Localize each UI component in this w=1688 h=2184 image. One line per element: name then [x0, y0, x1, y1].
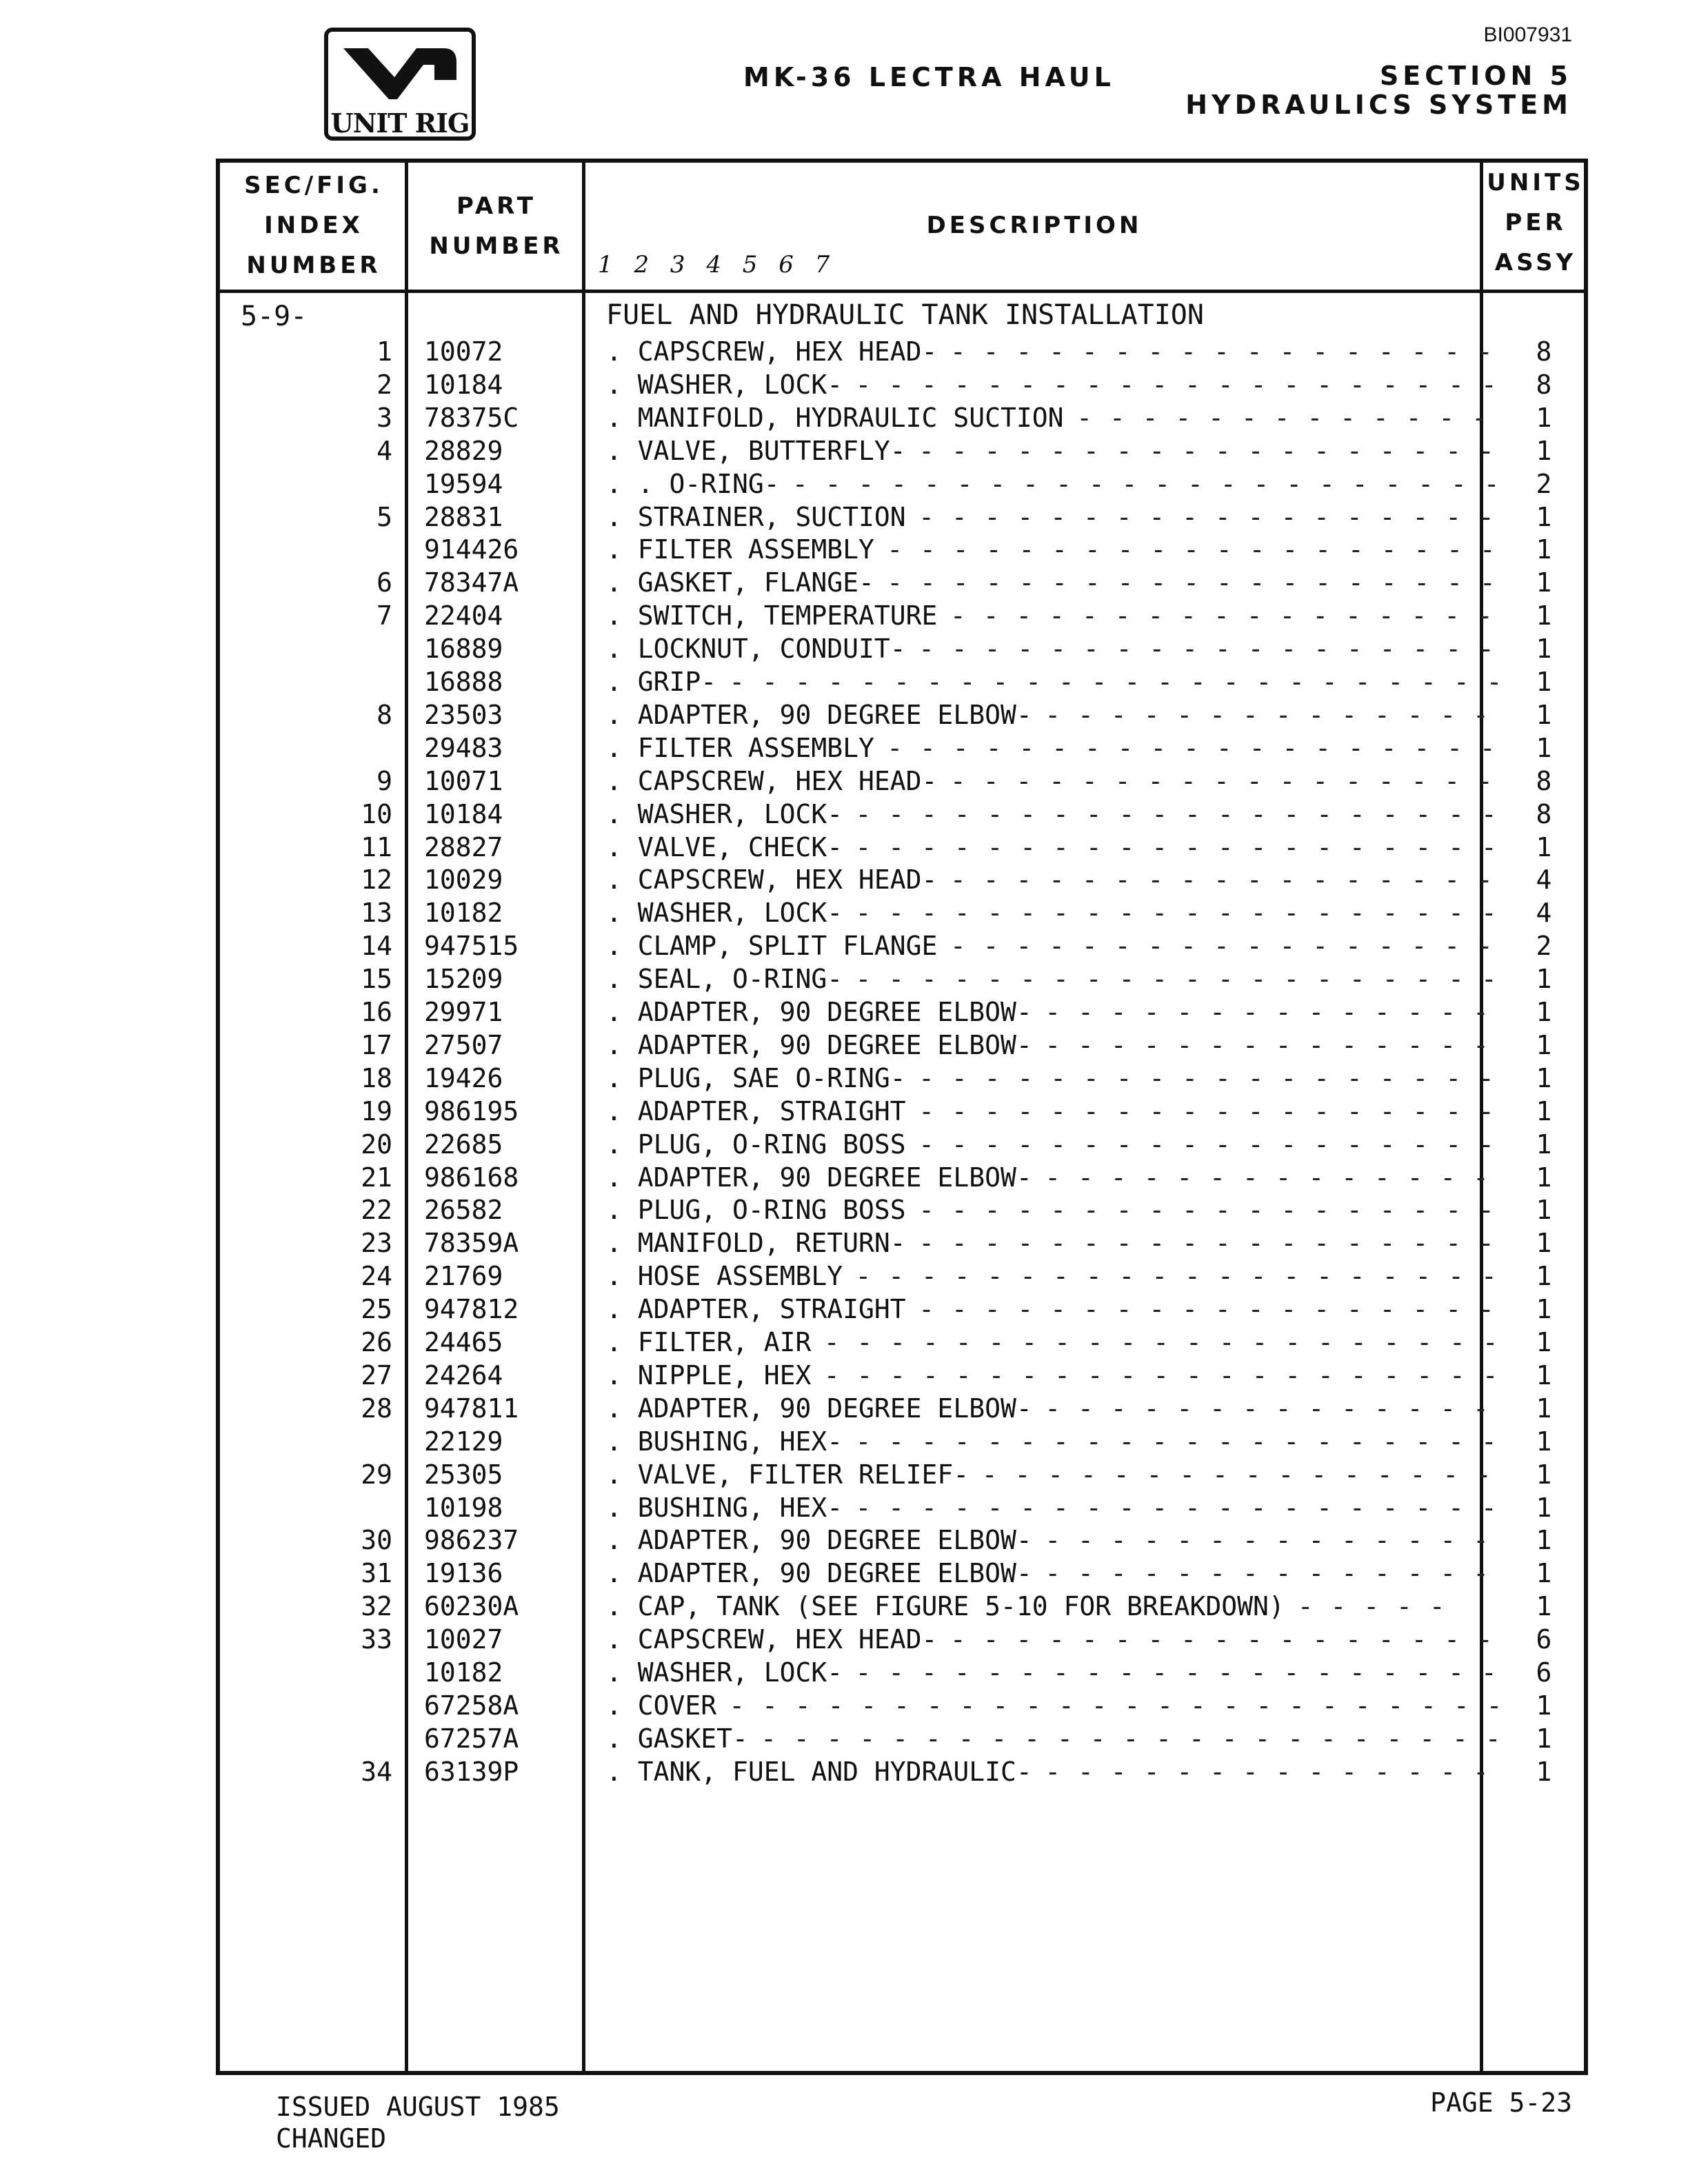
- part-description: . SEAL, O-RING-: [606, 964, 843, 995]
- index-number: 4: [376, 435, 392, 466]
- part-number: 78359A: [424, 1228, 519, 1259]
- part-description: . . O-RING-: [606, 468, 780, 499]
- units-per-assy: 1: [1536, 1492, 1552, 1523]
- table-row: [220, 665, 1585, 698]
- parts-table: [216, 159, 1588, 2075]
- table-row: [220, 1293, 1585, 1326]
- part-description: . CAPSCREW, HEX HEAD-: [606, 865, 938, 896]
- header-part-number: [408, 186, 585, 266]
- leader-dashes: - - - - - - - - - - - - - - - - - -: [918, 1228, 1511, 1259]
- leader-dashes: - - - - - - - - - - - - - - - - - -: [918, 1062, 1511, 1093]
- table-row: [220, 1326, 1585, 1359]
- part-number: 24264: [424, 1359, 503, 1391]
- table-row: [220, 467, 1585, 501]
- part-description: . GASKET, FLANGE-: [606, 567, 874, 598]
- leader-dashes: - - - - - - - - - - - - -: [1076, 402, 1489, 433]
- leader-dashes: - - - - -: [1297, 1591, 1463, 1622]
- units-per-assy: 1: [1536, 1459, 1552, 1490]
- units-per-assy: 1: [1536, 1062, 1552, 1093]
- units-per-assy: 1: [1536, 1294, 1552, 1325]
- part-description: . ADAPTER, 90 DEGREE ELBOW-: [606, 699, 1032, 730]
- part-number: 986237: [424, 1525, 519, 1556]
- units-per-assy: 4: [1536, 865, 1552, 896]
- table-row: [220, 401, 1585, 434]
- logo-mark-icon: [341, 41, 459, 103]
- header-units-per-assy: [1483, 163, 1588, 283]
- part-description: . ADAPTER, 90 DEGREE ELBOW-: [606, 1525, 1032, 1556]
- units-per-assy: 1: [1536, 1393, 1552, 1424]
- leader-dashes: - - - - - - - - - - - - - - - - - - - - - - - -: [729, 667, 1520, 697]
- leader-dashes: - - - - - - - - - - - - - - - - - - - - - - -: [761, 1723, 1518, 1754]
- part-description: . WASHER, LOCK-: [606, 369, 843, 400]
- part-description: . ADAPTER, 90 DEGREE ELBOW-: [606, 997, 1032, 1027]
- index-number: 2: [376, 369, 392, 400]
- table-row: [220, 1128, 1585, 1161]
- leader-dashes: - - - - - - - - - - - - - -: [1045, 1525, 1490, 1556]
- leader-dashes: - - - - - - - - - - - - - - - - - - -: [887, 732, 1513, 763]
- part-description: . VALVE, FILTER RELIEF-: [606, 1459, 969, 1490]
- leader-dashes: - - - - - - - - - - - - - - - - -: [950, 336, 1494, 367]
- table-row: [220, 1193, 1585, 1226]
- index-number: 34: [361, 1756, 392, 1787]
- page-number: PAGE 5-23: [1430, 2087, 1572, 2118]
- part-description: . PLUG, O-RING BOSS: [606, 1195, 906, 1226]
- leader-dashes: - - - - - - - - - - - - - - - - -: [950, 865, 1494, 896]
- leader-dashes: - - - - - - - - - - - - - -: [1045, 1029, 1490, 1060]
- part-description: . CAPSCREW, HEX HEAD-: [606, 336, 938, 367]
- part-description: . MANIFOLD, RETURN-: [606, 1228, 906, 1259]
- header-index-line: NUMBER: [246, 252, 381, 279]
- part-number: 947811: [424, 1393, 519, 1424]
- header-index-line: INDEX: [264, 212, 363, 239]
- part-description: . ADAPTER, STRAIGHT: [606, 1095, 906, 1126]
- leader-dashes: - - - - - - - - - - - - - - - - - - - -: [855, 1492, 1514, 1523]
- table-row: [220, 1425, 1585, 1458]
- part-description: . SWITCH, TEMPERATURE: [606, 600, 938, 631]
- table-row: [220, 1722, 1585, 1755]
- part-number: 10182: [424, 898, 503, 929]
- units-per-assy: 1: [1536, 997, 1552, 1027]
- units-per-assy: 1: [1536, 1525, 1552, 1556]
- part-number: 22129: [424, 1426, 503, 1457]
- index-number: 12: [361, 865, 392, 896]
- part-description: . ADAPTER, 90 DEGREE ELBOW-: [606, 1029, 1032, 1060]
- table-row: [220, 1656, 1585, 1689]
- part-number: 67258A: [424, 1690, 519, 1721]
- units-per-assy: 1: [1536, 1195, 1552, 1226]
- index-number: 1: [376, 336, 392, 367]
- index-number: 31: [361, 1558, 392, 1589]
- part-number: 63139P: [424, 1756, 519, 1787]
- table-row: [220, 1260, 1585, 1293]
- leader-dashes: - - - - - - - - - - - - - - - - - - - - - - - -: [729, 1690, 1520, 1721]
- part-description: . WASHER, LOCK-: [606, 798, 843, 829]
- leader-dashes: - - - - - - - - - - - - - -: [1045, 1558, 1490, 1589]
- table-row: [220, 566, 1585, 599]
- part-description: . VALVE, BUTTERFLY-: [606, 435, 906, 466]
- table-row: [220, 1557, 1585, 1590]
- index-number: 22: [361, 1195, 392, 1226]
- part-number: 29971: [424, 997, 503, 1027]
- index-number: 7: [376, 600, 392, 631]
- leader-dashes: - - - - - - - - - - - - - - - - - - - -: [855, 898, 1514, 929]
- index-number: 8: [376, 699, 392, 730]
- assembly-title: FUEL AND HYDRAULIC TANK INSTALLATION: [606, 299, 1204, 331]
- part-description: . GRIP-: [606, 667, 717, 697]
- header-index-line: SEC/FIG.: [244, 172, 383, 199]
- table-row: [220, 1161, 1585, 1194]
- part-number: 27507: [424, 1029, 503, 1060]
- units-per-assy: 2: [1536, 931, 1552, 962]
- index-number: 3: [376, 402, 392, 433]
- header-index-number: [220, 165, 408, 285]
- leader-dashes: - - - - - - - - - - - - - - - - - -: [918, 1195, 1511, 1226]
- units-per-assy: 1: [1536, 732, 1552, 763]
- unit-rig-logo: [324, 28, 476, 141]
- units-per-assy: 1: [1536, 634, 1552, 665]
- part-number: 10072: [424, 336, 503, 367]
- table-row: [220, 335, 1585, 368]
- part-number: 25305: [424, 1459, 503, 1490]
- index-number: 10: [361, 798, 392, 829]
- part-description: . BUSHING, HEX-: [606, 1492, 843, 1523]
- units-per-assy: 1: [1536, 567, 1552, 598]
- manual-title: MK-36 LECTRA HAUL: [743, 62, 1115, 92]
- index-number: 33: [361, 1624, 392, 1655]
- part-number: 67257A: [424, 1723, 519, 1754]
- units-per-assy: 1: [1536, 600, 1552, 631]
- part-number: 21769: [424, 1261, 503, 1292]
- leader-dashes: - - - - - - - - - - - - - - - - - - - -: [855, 964, 1514, 995]
- part-description: . FILTER ASSEMBLY: [606, 534, 874, 565]
- part-number: 947515: [424, 931, 519, 962]
- units-per-assy: 1: [1536, 1095, 1552, 1126]
- header-divider: [220, 290, 1584, 293]
- changed-label: CHANGED: [276, 2123, 387, 2154]
- table-row: [220, 599, 1585, 632]
- leader-dashes: - - - - - - - - - - - - - -: [1045, 1756, 1490, 1787]
- index-number: 11: [361, 831, 392, 862]
- table-row: [220, 831, 1585, 864]
- part-number: 16888: [424, 667, 503, 697]
- part-description: . WASHER, LOCK-: [606, 898, 843, 929]
- units-per-assy: 1: [1536, 1129, 1552, 1160]
- units-per-assy: 1: [1536, 501, 1552, 532]
- index-number: 6: [376, 567, 392, 598]
- units-per-assy: 1: [1536, 964, 1552, 995]
- table-row: [220, 1491, 1585, 1524]
- units-per-assy: 1: [1536, 1261, 1552, 1292]
- part-number: 10071: [424, 765, 503, 796]
- units-per-assy: 1: [1536, 1029, 1552, 1060]
- part-number: 19594: [424, 468, 503, 499]
- index-number: 17: [361, 1029, 392, 1060]
- units-per-assy: 1: [1536, 1359, 1552, 1391]
- part-description: . ADAPTER, 90 DEGREE ELBOW-: [606, 1393, 1032, 1424]
- units-per-assy: 1: [1536, 831, 1552, 862]
- table-row: [220, 533, 1585, 566]
- index-number: 19: [361, 1095, 392, 1126]
- leader-dashes: - - - - - - - - - - - - - - - - - - -: [887, 534, 1513, 565]
- part-description: . CAPSCREW, HEX HEAD-: [606, 1624, 938, 1655]
- index-number: 26: [361, 1327, 392, 1357]
- header-part-line: NUMBER: [429, 232, 564, 260]
- index-number: 32: [361, 1591, 392, 1622]
- index-number: 18: [361, 1062, 392, 1093]
- part-number: 10184: [424, 369, 503, 400]
- table-row: [220, 632, 1585, 665]
- index-number: 5: [376, 501, 392, 532]
- table-row: [220, 1689, 1585, 1722]
- part-number: 10184: [424, 798, 503, 829]
- table-row: [220, 434, 1585, 467]
- units-per-assy: 1: [1536, 435, 1552, 466]
- units-per-assy: 1: [1536, 699, 1552, 730]
- section-figure-ref: 5-9-: [241, 301, 308, 332]
- table-row: [220, 1062, 1585, 1095]
- leader-dashes: - - - - - - - - - - - - - - - - - - - - - -: [792, 468, 1517, 499]
- system-label: HYDRAULICS SYSTEM: [1185, 90, 1572, 120]
- table-row: [220, 863, 1585, 896]
- units-per-assy: 8: [1536, 798, 1552, 829]
- table-row: [220, 1458, 1585, 1491]
- table-row: [220, 1359, 1585, 1392]
- units-per-assy: 1: [1536, 402, 1552, 433]
- part-number: 986195: [424, 1095, 519, 1126]
- leader-dashes: - - - - - - - - - - - - - - - - - - - -: [855, 1657, 1514, 1688]
- leader-dashes: - - - - - - - - - - - - - - - - - -: [918, 1129, 1511, 1160]
- table-row: [220, 1755, 1585, 1788]
- part-number: 986168: [424, 1162, 519, 1193]
- leader-dashes: - - - - - - - - - - - - - - - - - - - -: [855, 831, 1514, 862]
- table-row: [220, 1029, 1585, 1062]
- units-per-assy: 1: [1536, 534, 1552, 565]
- part-description: . CLAMP, SPLIT FLANGE: [606, 931, 938, 962]
- part-number: 19426: [424, 1062, 503, 1093]
- index-number: 14: [361, 931, 392, 962]
- units-per-assy: 1: [1536, 1756, 1552, 1787]
- logo-text: UNIT RIG: [330, 108, 470, 139]
- index-number: 30: [361, 1525, 392, 1556]
- part-description: . ADAPTER, STRAIGHT: [606, 1294, 906, 1325]
- part-number: 28827: [424, 831, 503, 862]
- leader-dashes: - - - - - - - - - - - - - - - - -: [950, 765, 1494, 796]
- part-description: . NIPPLE, HEX: [606, 1359, 812, 1391]
- leader-dashes: - - - - - - - - - - - - - - - - - -: [918, 1095, 1511, 1126]
- section-label: SECTION 5: [1379, 61, 1572, 91]
- leader-dashes: - - - - - - - - - - - - - - - - - -: [918, 501, 1511, 532]
- header-units-line: UNITS: [1487, 169, 1585, 196]
- units-per-assy: 1: [1536, 1228, 1552, 1259]
- index-number: 15: [361, 964, 392, 995]
- document-id: BI007931: [1483, 23, 1572, 46]
- table-row: [220, 798, 1585, 831]
- leader-dashes: - - - - - - - - - - - - - - - -: [981, 1459, 1492, 1490]
- part-number: 78347A: [424, 567, 519, 598]
- part-number: 78375C: [424, 402, 519, 433]
- part-number: 29483: [424, 732, 503, 763]
- part-description: . MANIFOLD, HYDRAULIC SUCTION: [606, 402, 1064, 433]
- index-number: 25: [361, 1294, 392, 1325]
- units-per-assy: 1: [1536, 1690, 1552, 1721]
- part-number: 22685: [424, 1129, 503, 1160]
- units-per-assy: 8: [1536, 336, 1552, 367]
- part-number: 15209: [424, 964, 503, 995]
- part-number: 28831: [424, 501, 503, 532]
- part-description: . FILTER, AIR: [606, 1327, 812, 1357]
- table-row: [220, 929, 1585, 962]
- table-row: [220, 501, 1585, 534]
- part-description: . ADAPTER, 90 DEGREE ELBOW-: [606, 1162, 1032, 1193]
- table-row: [220, 896, 1585, 929]
- part-number: 22404: [424, 600, 503, 631]
- units-per-assy: 1: [1536, 1591, 1552, 1622]
- table-row: [220, 1392, 1585, 1425]
- table-row: [220, 765, 1585, 798]
- part-description: . TANK, FUEL AND HYDRAULIC-: [606, 1756, 1032, 1787]
- part-number: 26582: [424, 1195, 503, 1226]
- units-per-assy: 1: [1536, 1327, 1552, 1357]
- header-part-line: PART: [456, 192, 536, 220]
- units-per-assy: 2: [1536, 468, 1552, 499]
- part-number: 23503: [424, 699, 503, 730]
- leader-dashes: - - - - - - - - - - - - - - - - - - - -: [855, 798, 1514, 829]
- index-number: 9: [376, 765, 392, 796]
- leader-dashes: - - - - - - - - - - - - - - - - - -: [918, 634, 1511, 665]
- header-description: DESCRIPTION: [926, 212, 1143, 239]
- units-per-assy: 1: [1536, 1426, 1552, 1457]
- units-per-assy: 1: [1536, 1162, 1552, 1193]
- part-description: . GASKET-: [606, 1723, 748, 1754]
- leader-dashes: - - - - - - - - - - - - - - - - -: [950, 1624, 1494, 1655]
- leader-dashes: - - - - - - - - - - - - - - - - -: [950, 600, 1494, 631]
- leader-dashes: - - - - - - - - - - - - - - - - - - -: [887, 567, 1513, 598]
- part-description: . FILTER ASSEMBLY: [606, 732, 874, 763]
- index-number: 24: [361, 1261, 392, 1292]
- leader-dashes: - - - - - - - - - - - - - - - - - -: [918, 1294, 1511, 1325]
- part-number: 947812: [424, 1294, 519, 1325]
- part-number: 28829: [424, 435, 503, 466]
- part-description: . LOCKNUT, CONDUIT-: [606, 634, 906, 665]
- leader-dashes: - - - - - - - - - - - - - - - - - - - - -: [823, 1327, 1516, 1357]
- part-number: 60230A: [424, 1591, 519, 1622]
- index-number: 23: [361, 1228, 392, 1259]
- part-description: . COVER: [606, 1690, 717, 1721]
- table-row: [220, 995, 1585, 1029]
- units-per-assy: 8: [1536, 765, 1552, 796]
- part-description: . HOSE ASSEMBLY: [606, 1261, 843, 1292]
- leader-dashes: - - - - - - - - - - - - - - - - - - - -: [855, 369, 1514, 400]
- part-number: 24465: [424, 1327, 503, 1357]
- indent-level-scale: 1 2 3 4 5 6 7: [598, 251, 837, 279]
- index-number: 29: [361, 1459, 392, 1490]
- header-units-line: ASSY: [1494, 249, 1577, 276]
- table-row: [220, 1590, 1585, 1623]
- table-row: [220, 731, 1585, 765]
- units-per-assy: 1: [1536, 1558, 1552, 1589]
- units-per-assy: 6: [1536, 1657, 1552, 1688]
- part-description: . CAPSCREW, HEX HEAD-: [606, 765, 938, 796]
- header-units-line: PER: [1505, 209, 1567, 236]
- leader-dashes: - - - - - - - - - - - - - - - - - -: [918, 435, 1511, 466]
- units-per-assy: 1: [1536, 1723, 1552, 1754]
- part-description: . PLUG, O-RING BOSS: [606, 1129, 906, 1160]
- leader-dashes: - - - - - - - - - - - - - - - - - - - -: [855, 1426, 1514, 1457]
- part-number: 10029: [424, 865, 503, 896]
- index-number: 28: [361, 1393, 392, 1424]
- index-number: 27: [361, 1359, 392, 1391]
- index-number: 13: [361, 898, 392, 929]
- leader-dashes: - - - - - - - - - - - - - -: [1045, 997, 1490, 1027]
- part-number: 10198: [424, 1492, 503, 1523]
- table-row: [220, 1226, 1585, 1260]
- units-per-assy: 1: [1536, 667, 1552, 697]
- table-row: [220, 698, 1585, 731]
- part-number: 19136: [424, 1558, 503, 1589]
- part-description: . PLUG, SAE O-RING-: [606, 1062, 906, 1093]
- table-row: [220, 962, 1585, 995]
- part-description: . BUSHING, HEX-: [606, 1426, 843, 1457]
- units-per-assy: 8: [1536, 369, 1552, 400]
- part-description: . ADAPTER, 90 DEGREE ELBOW-: [606, 1558, 1032, 1589]
- table-row: [220, 1524, 1585, 1557]
- part-description: . VALVE, CHECK-: [606, 831, 843, 862]
- table-row: [220, 368, 1585, 401]
- units-per-assy: 6: [1536, 1624, 1552, 1655]
- index-number: 21: [361, 1162, 392, 1193]
- issued-date: ISSUED AUGUST 1985: [276, 2092, 560, 2122]
- part-number: 10182: [424, 1657, 503, 1688]
- part-number: 10027: [424, 1624, 503, 1655]
- index-number: 16: [361, 997, 392, 1027]
- table-row: [220, 1623, 1585, 1656]
- part-description: . STRAINER, SUCTION: [606, 501, 906, 532]
- units-per-assy: 4: [1536, 898, 1552, 929]
- part-number: 914426: [424, 534, 519, 565]
- index-number: 20: [361, 1129, 392, 1160]
- leader-dashes: - - - - - - - - - - - - - - - - - - - - -: [823, 1359, 1516, 1391]
- table-row: [220, 1095, 1585, 1128]
- part-description: . CAP, TANK (SEE FIGURE 5-10 FOR BREAKDOWN): [606, 1591, 1285, 1622]
- leader-dashes: - - - - - - - - - - - - - - - - -: [950, 931, 1494, 962]
- leader-dashes: - - - - - - - - - - - - - -: [1045, 1393, 1490, 1424]
- leader-dashes: - - - - - - - - - - - - - -: [1045, 1162, 1490, 1193]
- leader-dashes: - - - - - - - - - - - - - -: [1045, 699, 1490, 730]
- part-description: . WASHER, LOCK-: [606, 1657, 843, 1688]
- part-number: 16889: [424, 634, 503, 665]
- leader-dashes: - - - - - - - - - - - - - - - - - - - -: [855, 1261, 1514, 1292]
